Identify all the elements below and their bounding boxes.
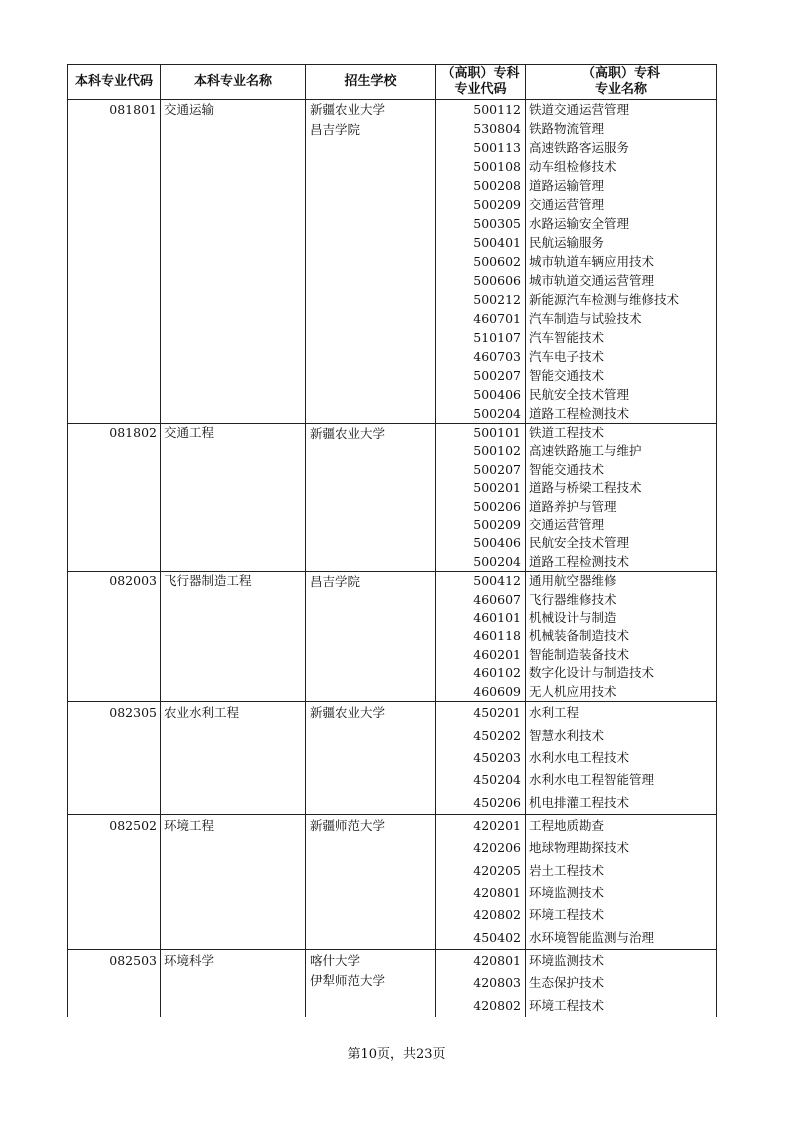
- vocational-name-cell: 汽车电子技术: [526, 347, 717, 366]
- vocational-code-cell: 500204: [436, 404, 526, 424]
- vocational-name-cell: 新能源汽车检测与维修技术: [526, 290, 717, 309]
- vocational-code-cell: 420801: [436, 949, 526, 972]
- vocational-name-cell: 飞行器维修技术: [526, 591, 717, 609]
- vocational-code-cell: 500204: [436, 553, 526, 572]
- undergrad-name-cell: 环境科学: [161, 949, 306, 1016]
- vocational-code-cell: 500209: [436, 195, 526, 214]
- vocational-name-cell: 通用航空器维修: [526, 572, 717, 591]
- vocational-name-cell: 水利工程: [526, 702, 717, 725]
- school-name: 新疆农业大学: [310, 705, 386, 721]
- vocational-name-cell: 道路运输管理: [526, 176, 717, 195]
- vocational-code-cell: 500401: [436, 233, 526, 252]
- vocational-code-cell: 460703: [436, 347, 526, 366]
- vocational-code-cell: 500606: [436, 271, 526, 290]
- major-mapping-table-wrap: [67, 64, 716, 1017]
- vocational-code-cell: 450204: [436, 769, 526, 791]
- vocational-name-cell: 数字化设计与制造技术: [526, 664, 717, 682]
- vocational-code-cell: 500112: [436, 100, 526, 120]
- undergrad-name-cell: 交通工程: [161, 424, 306, 572]
- vocational-code-cell: 450203: [436, 747, 526, 769]
- undergrad-name-cell: 农业水利工程: [161, 702, 306, 815]
- vocational-code-cell: 450402: [436, 927, 526, 950]
- undergrad-name-cell: 飞行器制造工程: [161, 572, 306, 702]
- vocational-name-cell: 地球物理勘探技术: [526, 837, 717, 859]
- school-cell: [306, 572, 436, 702]
- header-undergrad-code: 本科专业代码: [68, 65, 161, 100]
- school-name: 新疆农业大学: [310, 426, 386, 441]
- undergrad-name-cell: 环境工程: [161, 815, 306, 950]
- vocational-name-cell: 民航安全技术管理: [526, 534, 717, 552]
- vocational-code-cell: 460118: [436, 627, 526, 645]
- page-footer: [0, 1043, 793, 1062]
- vocational-name-cell: 城市轨道车辆应用技术: [526, 252, 717, 271]
- school-cell: [306, 424, 436, 572]
- vocational-name-cell: 岩土工程技术: [526, 860, 717, 882]
- vocational-code-cell: 420205: [436, 860, 526, 882]
- vocational-name-cell: 道路与桥梁工程技术: [526, 479, 717, 497]
- header-vocational-name: （高职）专科 专业名称: [526, 65, 717, 100]
- vocational-code-cell: 460101: [436, 609, 526, 627]
- vocational-name-cell: 民航运输服务: [526, 233, 717, 252]
- table-row: [68, 949, 717, 972]
- vocational-name-cell: 铁路物流管理: [526, 119, 717, 138]
- vocational-code-cell: 500201: [436, 479, 526, 497]
- vocational-code-cell: 500102: [436, 442, 526, 460]
- school-name: 新疆师范大学: [310, 818, 386, 834]
- vocational-code-cell: 460609: [436, 683, 526, 702]
- vocational-name-cell: 铁道工程技术: [526, 424, 717, 443]
- vocational-name-cell: 交通运营管理: [526, 195, 717, 214]
- vocational-code-cell: 420201: [436, 815, 526, 838]
- table-body: [68, 100, 717, 1017]
- undergrad-code-cell: 082305: [68, 702, 161, 815]
- vocational-name-cell: 水路运输安全管理: [526, 214, 717, 233]
- vocational-name-cell: 智能交通技术: [526, 461, 717, 479]
- vocational-name-cell: 城市轨道交通运营管理: [526, 271, 717, 290]
- vocational-code-cell: 420803: [436, 972, 526, 994]
- header-school: 招生学校: [306, 65, 436, 100]
- vocational-name-cell: 生态保护技术: [526, 972, 717, 994]
- undergrad-code-cell: 082502: [68, 815, 161, 950]
- vocational-code-cell: 510107: [436, 328, 526, 347]
- vocational-name-cell: 铁道交通运营管理: [526, 100, 717, 120]
- undergrad-code-cell: 081801: [68, 100, 161, 424]
- header-row: [68, 65, 717, 100]
- vocational-code-cell: 500113: [436, 138, 526, 157]
- vocational-name-cell: 智慧水利技术: [526, 725, 717, 747]
- vocational-code-cell: 460201: [436, 646, 526, 664]
- vocational-code-cell: 420802: [436, 904, 526, 926]
- vocational-code-cell: 500305: [436, 214, 526, 233]
- school-name: 喀什大学: [310, 953, 361, 969]
- vocational-name-cell: 汽车智能技术: [526, 328, 717, 347]
- vocational-name-cell: 智能交通技术: [526, 366, 717, 385]
- vocational-name-cell: 道路工程检测技术: [526, 553, 717, 572]
- vocational-name-cell: 动车组检修技术: [526, 157, 717, 176]
- vocational-name-cell: 工程地质勘查: [526, 815, 717, 838]
- undergrad-code-cell: 081802: [68, 424, 161, 572]
- vocational-code-cell: 500101: [436, 424, 526, 443]
- table-header: [68, 65, 717, 100]
- vocational-code-cell: 420802: [436, 995, 526, 1017]
- vocational-name-cell: 高速铁路施工与维护: [526, 442, 717, 460]
- school-cell: [306, 100, 436, 424]
- vocational-code-cell: 460102: [436, 664, 526, 682]
- vocational-name-cell: 水利水电工程技术: [526, 747, 717, 769]
- header-vocational-code: （高职）专科 专业代码: [436, 65, 526, 100]
- vocational-code-cell: 500209: [436, 516, 526, 534]
- school-name: 昌吉学院: [310, 574, 361, 590]
- school-name: 新疆农业大学: [310, 102, 386, 117]
- vocational-code-cell: 500412: [436, 572, 526, 591]
- vocational-code-cell: 500406: [436, 534, 526, 552]
- school-cell: [306, 815, 436, 950]
- vocational-code-cell: 500212: [436, 290, 526, 309]
- vocational-name-cell: 机电排灌工程技术: [526, 792, 717, 815]
- page-number: 第10页，共23页: [347, 1047, 446, 1062]
- vocational-name-cell: 环境监测技术: [526, 949, 717, 972]
- vocational-name-cell: 无人机应用技术: [526, 683, 717, 702]
- vocational-code-cell: 420801: [436, 882, 526, 904]
- vocational-code-cell: 500406: [436, 385, 526, 404]
- vocational-name-cell: 水利水电工程智能管理: [526, 769, 717, 791]
- vocational-name-cell: 汽车制造与试验技术: [526, 309, 717, 328]
- vocational-code-cell: 500602: [436, 252, 526, 271]
- table-row: [68, 424, 717, 443]
- vocational-name-cell: 环境工程技术: [526, 904, 717, 926]
- vocational-code-cell: 500207: [436, 461, 526, 479]
- vocational-code-cell: 450206: [436, 792, 526, 815]
- vocational-name-cell: 机械设计与制造: [526, 609, 717, 627]
- vocational-code-cell: 530804: [436, 119, 526, 138]
- school-name: 伊犁师范大学: [310, 973, 386, 989]
- vocational-name-cell: 道路养护与管理: [526, 498, 717, 516]
- school-cell: [306, 702, 436, 815]
- school-name: 昌吉学院: [310, 122, 361, 137]
- vocational-code-cell: 420206: [436, 837, 526, 859]
- vocational-code-cell: 500108: [436, 157, 526, 176]
- undergrad-name-cell: 交通运输: [161, 100, 306, 424]
- table-row: [68, 702, 717, 725]
- vocational-name-cell: 交通运营管理: [526, 516, 717, 534]
- vocational-name-cell: 民航安全技术管理: [526, 385, 717, 404]
- undergrad-code-cell: 082003: [68, 572, 161, 702]
- school-cell: [306, 949, 436, 1016]
- header-undergrad-name: 本科专业名称: [161, 65, 306, 100]
- vocational-name-cell: 机械装备制造技术: [526, 627, 717, 645]
- vocational-name-cell: 环境工程技术: [526, 995, 717, 1017]
- vocational-code-cell: 460701: [436, 309, 526, 328]
- vocational-name-cell: 道路工程检测技术: [526, 404, 717, 424]
- major-mapping-table: [67, 64, 717, 1017]
- table-row: [68, 815, 717, 838]
- vocational-code-cell: 460607: [436, 591, 526, 609]
- undergrad-code-cell: 082503: [68, 949, 161, 1016]
- vocational-code-cell: 500208: [436, 176, 526, 195]
- vocational-name-cell: 高速铁路客运服务: [526, 138, 717, 157]
- vocational-name-cell: 智能制造装备技术: [526, 646, 717, 664]
- vocational-name-cell: 水环境智能监测与治理: [526, 927, 717, 950]
- table-row: [68, 100, 717, 120]
- table-row: [68, 572, 717, 591]
- vocational-code-cell: 450202: [436, 725, 526, 747]
- vocational-name-cell: 环境监测技术: [526, 882, 717, 904]
- vocational-code-cell: 500207: [436, 366, 526, 385]
- vocational-code-cell: 450201: [436, 702, 526, 725]
- vocational-code-cell: 500206: [436, 498, 526, 516]
